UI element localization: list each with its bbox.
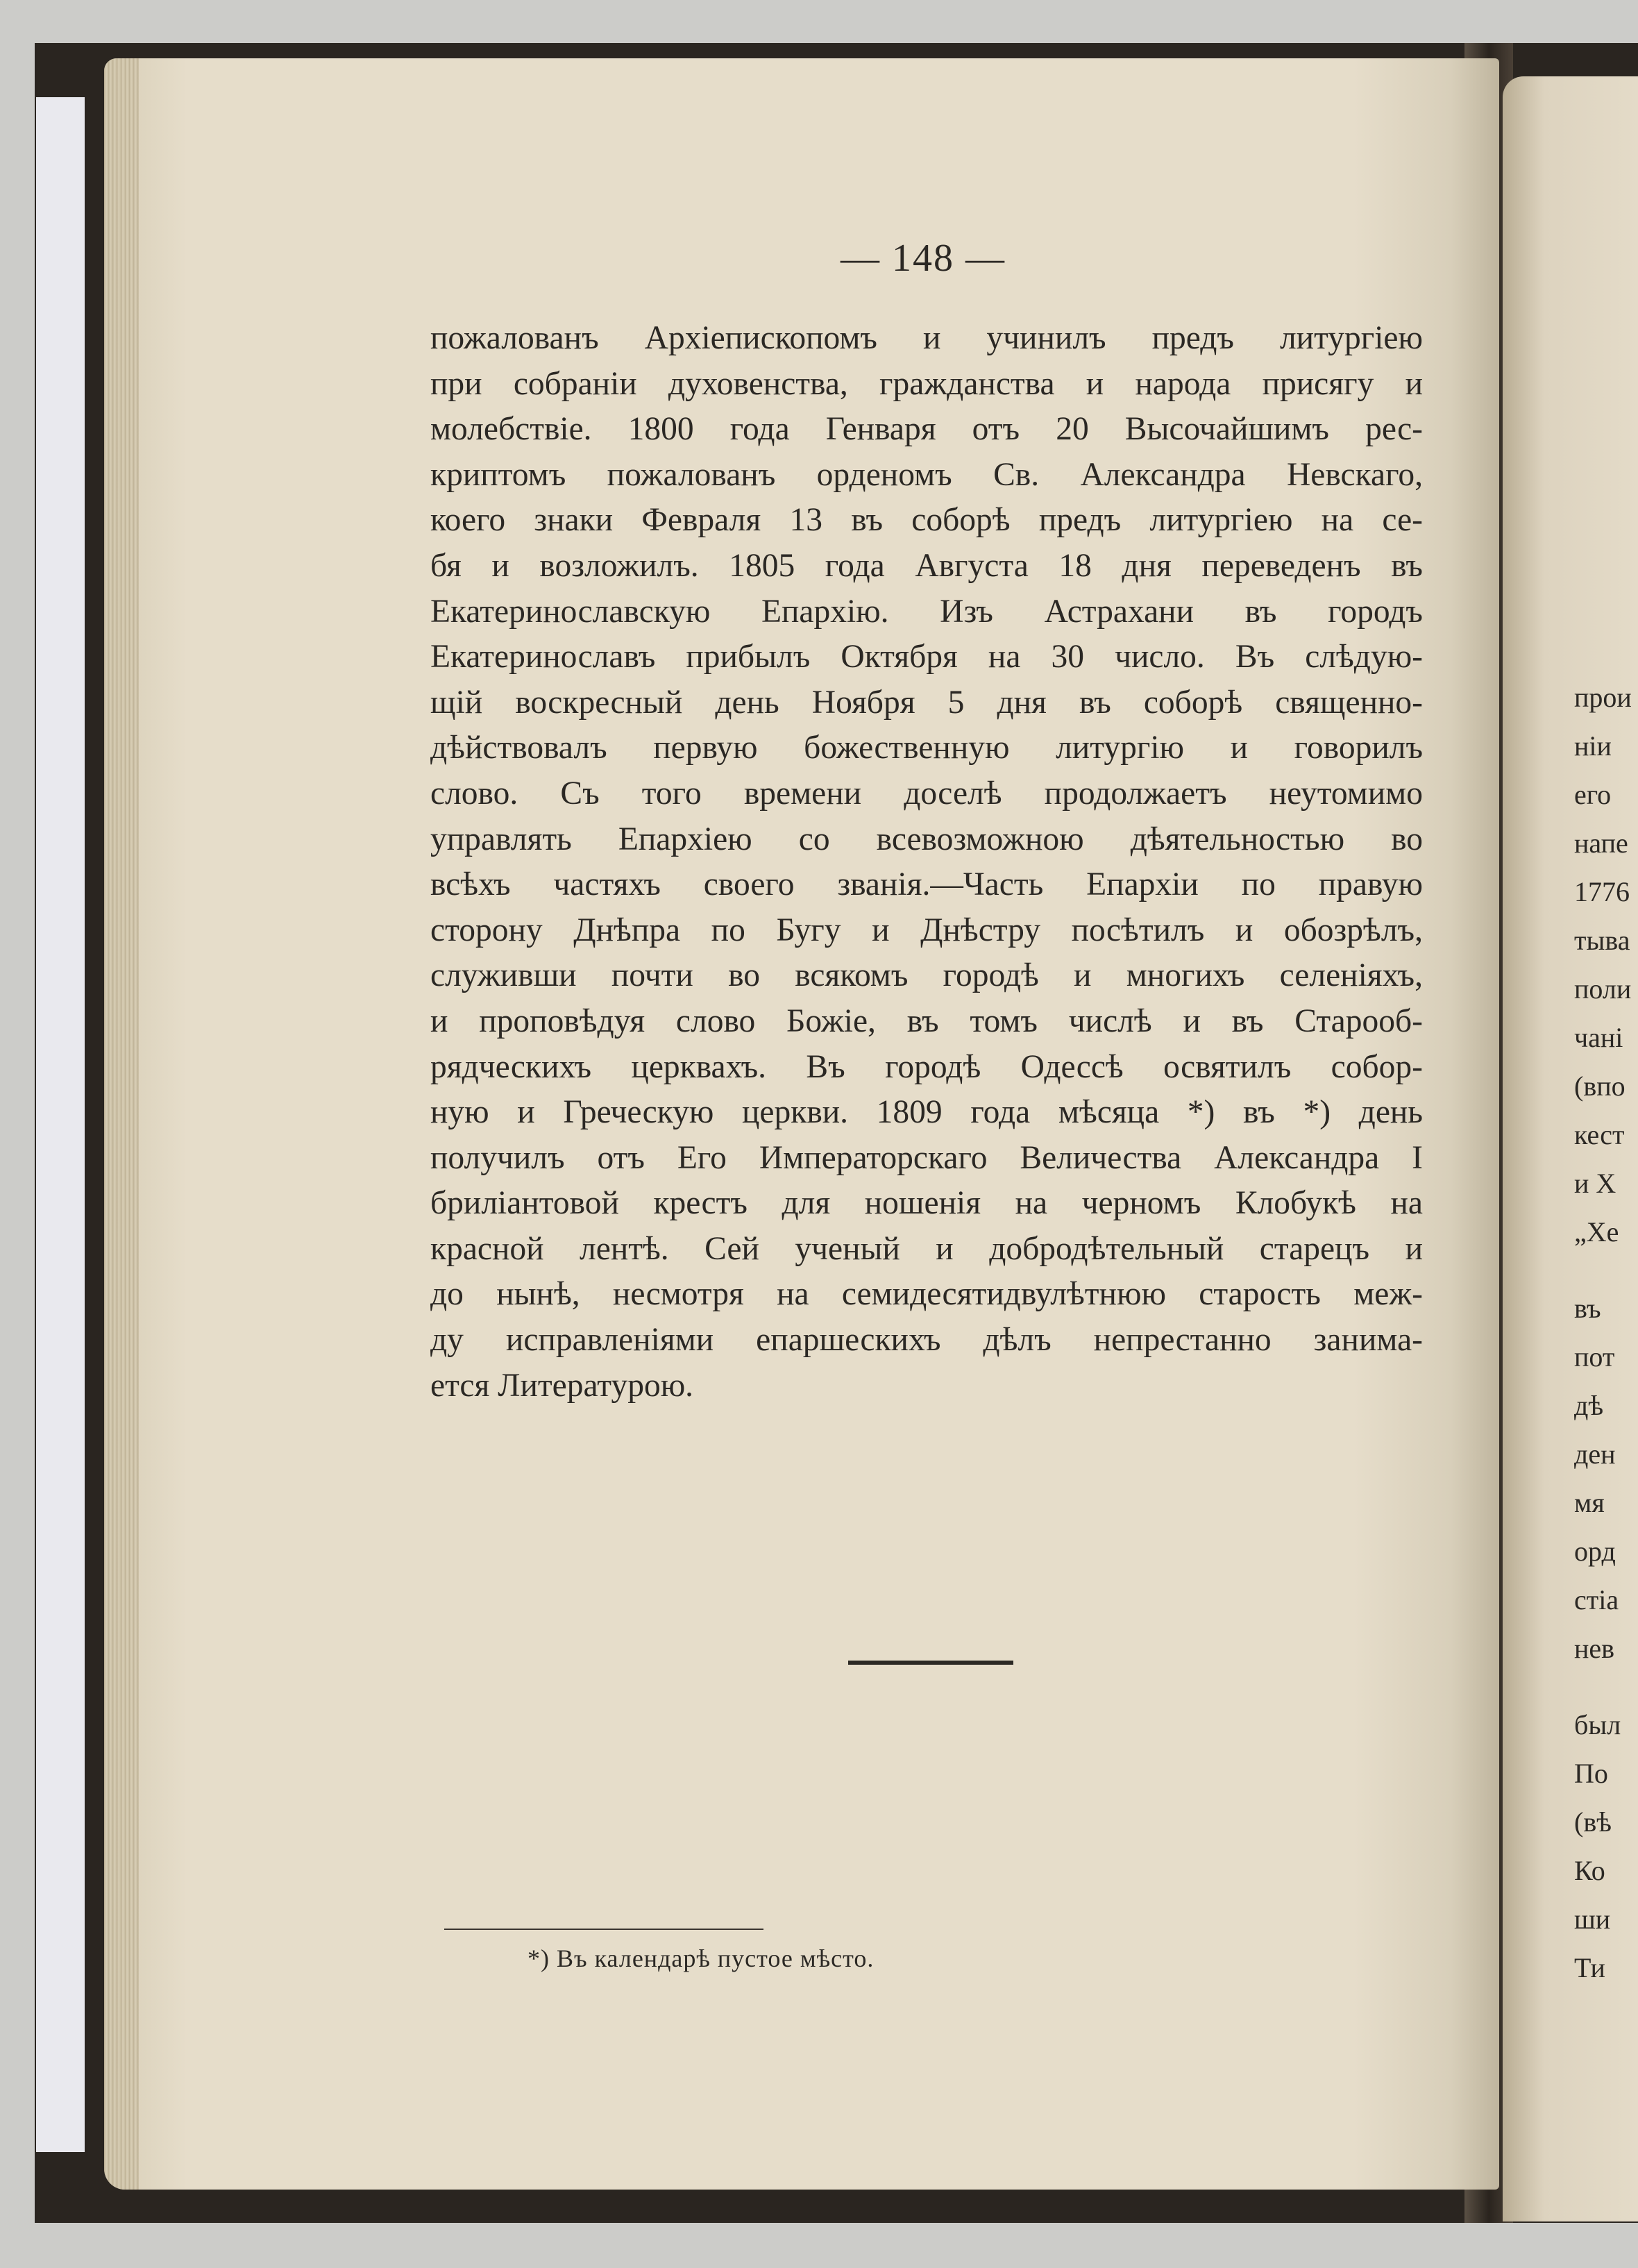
facing-line: тыва xyxy=(1574,925,1630,956)
text-line: щій воскресный день Ноября 5 дня въ соборѣ священно- xyxy=(430,684,1423,721)
facing-line: чані xyxy=(1574,1022,1623,1053)
facing-line: мя xyxy=(1574,1487,1605,1518)
facing-line: и Х xyxy=(1574,1168,1616,1199)
facing-line: ден xyxy=(1574,1438,1616,1470)
text-line: Екатеринославскую Епархію. Изъ Астрахани въ городъ xyxy=(430,593,1423,630)
facing-line: его xyxy=(1574,779,1612,810)
footnote: *) Въ календарѣ пустое мѣсто. xyxy=(527,1944,875,1972)
page-number: — 148 — xyxy=(841,237,1006,280)
facing-line: 1776 xyxy=(1574,876,1630,907)
text-line: сторону Днѣпра по Бугу и Днѣстру посѣтилъ и обозрѣлъ, xyxy=(430,912,1423,948)
facing-line: нев xyxy=(1574,1633,1615,1664)
body-text xyxy=(430,316,1423,1409)
text-line: ную и Греческую церкви. 1809 года мѣсяца *) въ *) день xyxy=(430,1094,1423,1131)
text-line: пожалованъ Архіепископомъ и учинилъ предъ литургіею xyxy=(430,320,1423,356)
facing-line: орд xyxy=(1574,1536,1616,1567)
text-line: бя и возложилъ. 1805 года Августа 18 дня переведенъ въ xyxy=(430,547,1423,584)
text-line: управлять Епархіею со всевозможною дѣятельностью во xyxy=(430,821,1423,857)
section-rule xyxy=(848,1661,1013,1665)
text-line: и проповѣдуя слово Божіе, въ томъ числѣ и въ Старооб- xyxy=(430,1002,1423,1039)
facing-line: прои xyxy=(1574,682,1632,713)
facing-line: стіа xyxy=(1574,1584,1619,1615)
facing-line: Ти xyxy=(1574,1952,1605,1983)
footnote-rule xyxy=(444,1929,763,1930)
text-line: ду исправленіями епаршескихъ дѣлъ непрестанно занима- xyxy=(430,1322,1423,1359)
text-line: коего знаки Февраля 13 въ соборѣ предъ литургіею на се- xyxy=(430,502,1423,539)
text-line: получилъ отъ Его Императорскаго Величества Александра I xyxy=(430,1139,1423,1176)
facing-line: кест xyxy=(1574,1119,1625,1150)
facing-line: ніи xyxy=(1574,730,1612,762)
facing-line: Ко xyxy=(1574,1855,1605,1886)
paragraph-gap xyxy=(1574,1257,1638,1284)
text-line: красной лентѣ. Сей ученый и добродѣтельный старецъ и xyxy=(430,1230,1423,1267)
text-line: до нынѣ, несмотря на семидесятидвулѣтнюю старость меж- xyxy=(430,1276,1423,1313)
facing-page-text xyxy=(1574,673,1638,1992)
facing-line: был xyxy=(1574,1709,1621,1740)
text-line: молебствіе. 1800 года Генваря отъ 20 Высочайшимъ рес- xyxy=(430,411,1423,448)
facing-line: въ xyxy=(1574,1293,1601,1324)
text-line: слово. Съ того времени доселѣ продолжаетъ неутомимо xyxy=(430,775,1423,812)
text-line: ется Литературою. xyxy=(430,1367,694,1404)
facing-line: пот xyxy=(1574,1341,1615,1372)
text-line: рядческихъ церквахъ. Въ городѣ Одессѣ освятилъ собор- xyxy=(430,1048,1423,1085)
text-line: служивши почти во всякомъ городѣ и многихъ селеніяхъ, xyxy=(430,957,1423,994)
facing-line: дѣ xyxy=(1574,1390,1604,1421)
scan-backing-strip xyxy=(36,97,85,2152)
facing-line: напе xyxy=(1574,828,1628,859)
text-line: дѣйствовалъ первую божественную литургію и говорилъ xyxy=(430,730,1423,766)
facing-line: „Хе xyxy=(1574,1216,1619,1248)
text-line: бриліантовой крестъ для ношенія на черномъ Клобукѣ на xyxy=(430,1185,1423,1222)
facing-line: По xyxy=(1574,1758,1608,1789)
paragraph-gap xyxy=(1574,1673,1638,1701)
facing-line: ши xyxy=(1574,1904,1611,1935)
page-edges xyxy=(104,58,139,2190)
text-line: криптомъ пожалованъ орденомъ Св. Александра Невскаго, xyxy=(430,456,1423,493)
facing-line: поли xyxy=(1574,973,1632,1005)
text-line: всѣхъ частяхъ своего званія.—Часть Епархіи по правую xyxy=(430,866,1423,903)
facing-line: (вѣ xyxy=(1574,1806,1612,1838)
text-line: Екатеринославъ прибылъ Октября на 30 число. Въ слѣдую- xyxy=(430,639,1423,675)
facing-line: (впо xyxy=(1574,1070,1626,1102)
text-line: при собраніи духовенства, гражданства и народа присягу и xyxy=(430,365,1423,402)
